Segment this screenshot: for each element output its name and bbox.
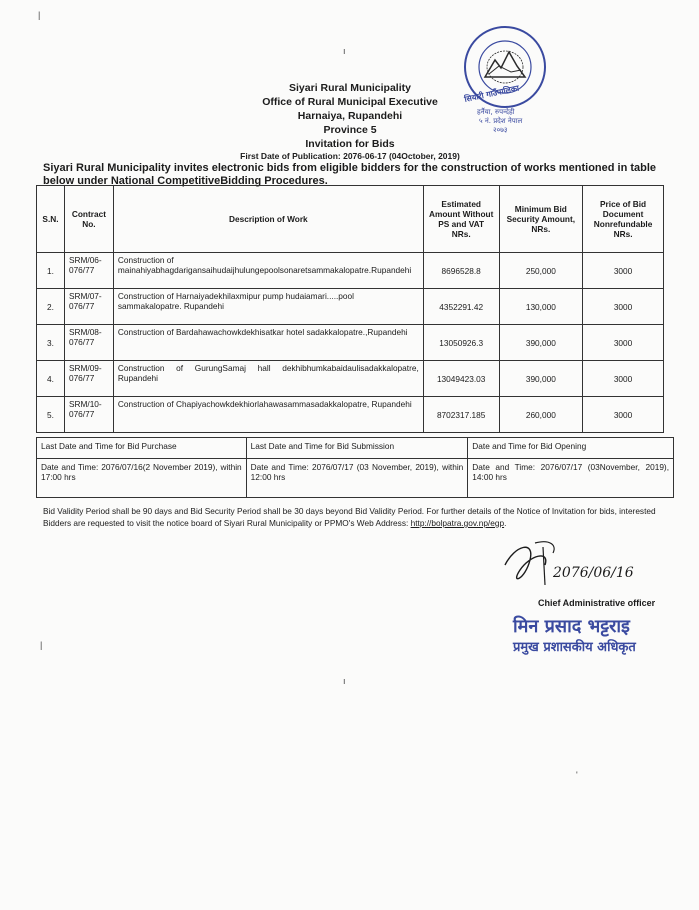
svg-text:५ नं. प्रदेश नेपाल: ५ नं. प्रदेश नेपाल [479,117,523,125]
svg-text:२०७३: २०७३ [493,126,508,134]
submission-date: Date and Time: 2076/07/17 (03 November, 2019), within 12:00 hrs [246,459,468,498]
col-header-doc-price: Price of Bid Document Nonrefundable NRs. [583,186,664,253]
cell-estimate: 13050926.3 [423,325,499,361]
dates-table [36,437,674,498]
scan-mark: | [40,640,43,650]
col-header-estimate: Estimated Amount Without PS and VAT NRs. [423,186,499,253]
table-row [37,325,664,361]
cell-estimate: 8702317.185 [423,397,499,433]
table-row [37,289,664,325]
office-name: Office of Rural Municipal Executive [262,96,438,108]
cell-doc-price: 3000 [583,325,664,361]
cell-security: 260,000 [499,397,583,433]
cell-security: 390,000 [499,361,583,397]
stamp-name: मिन प्रसाद भट्टराइ [513,616,630,637]
table-row [37,253,664,289]
works-table [36,185,664,433]
cell-sn: 4. [37,361,65,397]
cell-doc-price: 3000 [583,397,664,433]
purchase-date: Date and Time: 2076/07/16(2 November 2019), within 17:00 hrs [37,459,247,498]
scan-mark: | [38,10,41,20]
col-header-contract: Contract No. [64,186,113,253]
cell-doc-price: 3000 [583,253,664,289]
col-header-security: Minimum Bid Security Amount, NRs. [499,186,583,253]
cell-estimate: 13049423.03 [423,361,499,397]
cell-contract: SRM/09-076/77 [64,361,113,397]
org-name: Siyari Rural Municipality [289,82,411,94]
cell-doc-price: 3000 [583,361,664,397]
cell-security: 390,000 [499,325,583,361]
svg-text:सियारी गाउँपालिका: सियारी गाउँपालिका [463,83,520,104]
cell-contract: SRM/10-076/77 [64,397,113,433]
cell-estimate: 4352291.42 [423,289,499,325]
intro-paragraph: Siyari Rural Municipality invites electronic bids from eligible bidders for the construction of works mentioned in table below under National CompetitiveBidding Procedures. [43,162,657,187]
cell-doc-price: 3000 [583,289,664,325]
handwritten-signature [495,535,685,595]
cell-sn: 3. [37,325,65,361]
svg-text:हर्नैया, रुपन्देही: हर्नैया, रुपन्देही [477,108,515,116]
cell-description: Construction of Chapiyachowkdekhiorlahawasammasadakkalopatre, Rupandehi [113,397,423,433]
table-row [37,397,664,433]
cell-contract: SRM/06-076/77 [64,253,113,289]
opening-date: Date and Time: 2076/07/17 (03November, 2019), 14:00 hrs [468,459,674,498]
cell-description: Construction of GurungSamaj hall dekhibhumkabaidaulisadakkalopatre, Rupandehi [113,361,423,397]
signature-date: 2076/06/16 [553,565,634,581]
province: Province 5 [323,124,377,136]
cell-description: Construction of mainahiyabhagdarigansaihudaijhulungepoolsonaretsammakalopatre.Rupandehi [113,253,423,289]
cell-sn: 1. [37,253,65,289]
cell-sn: 2. [37,289,65,325]
purchase-header: Last Date and Time for Bid Purchase [37,438,247,459]
cell-contract: SRM/07-076/77 [64,289,113,325]
bolpatra-link[interactable]: http://bolpatra.gov.np/egp [410,518,505,528]
stamp-role: प्रमुख प्रशासकीय अधिकृत [513,640,636,655]
cell-security: 130,000 [499,289,583,325]
validity-text: Bid Validity Period shall be 90 days and Bid Security Period shall be 30 days beyond Bid Validity Period. For further details of the Notice of Invitation for bids, interested Bidders are requested to visit the notice board of Siyari Rural Municipality or PPMO's Web Address: [43,506,656,528]
cell-security: 250,000 [499,253,583,289]
submission-header: Last Date and Time for Bid Submission [246,438,468,459]
table-row [37,361,664,397]
cell-contract: SRM/08-076/77 [64,325,113,361]
scan-mark: ı [343,46,346,56]
cell-estimate: 8696528.8 [423,253,499,289]
publication-date: First Date of Publication: 2076-06-17 (04October, 2019) [240,151,460,161]
col-header-description: Description of Work [113,186,423,253]
scan-mark: ' [576,770,578,780]
cell-description: Construction of Harnaiyadekhilaxmipur pump hudaiamari.....pool sammakalopatre. Rupandehi [113,289,423,325]
cell-sn: 5. [37,397,65,433]
signatory-title: Chief Administrative officer [538,598,656,608]
notice-title: Invitation for Bids [305,138,395,150]
validity-paragraph [43,505,683,529]
opening-header: Date and Time for Bid Opening [468,438,674,459]
col-header-sn: S.N. [37,186,65,253]
scan-mark: ı [343,676,346,686]
cell-description: Construction of Bardahawachowkdekhisatkar hotel sadakkalopatre.,Rupandehi [113,325,423,361]
validity-end: . [504,518,507,528]
office-address: Harnaiya, Rupandehi [297,110,403,122]
